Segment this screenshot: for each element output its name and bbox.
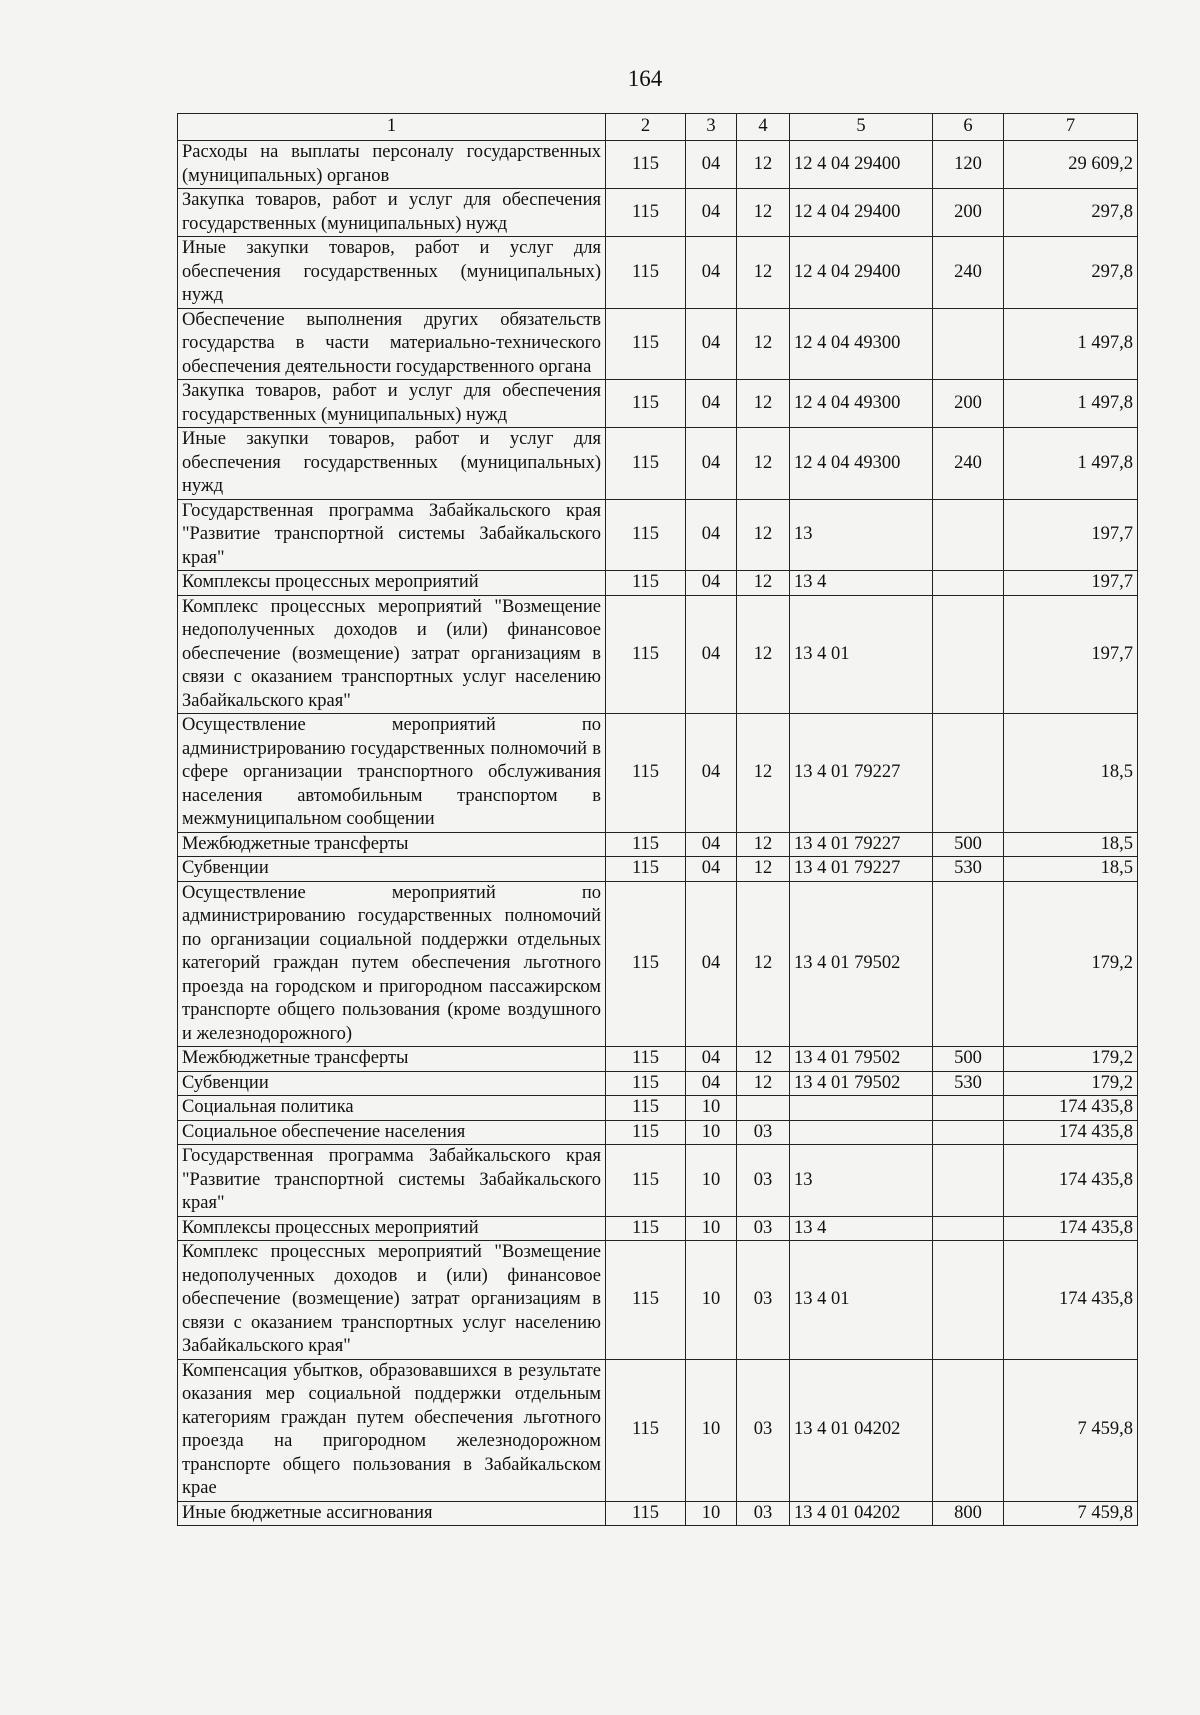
table-row xyxy=(178,881,1138,1047)
cell-subsection: 12 xyxy=(737,141,790,189)
cell-amount: 1 497,8 xyxy=(1004,428,1138,500)
cell-expense-type xyxy=(933,1120,1004,1145)
cell-expense-type: 120 xyxy=(933,141,1004,189)
cell-name: Компенсация убытков, образовавшихся в результате оказания мер социальной поддержки отдельным категориям граждан путем обеспечения льготного проезда на пригородном железнодорожном транспорте общего пользования в Забайкальском крае xyxy=(178,1359,606,1501)
cell-target-article: 13 4 01 79502 xyxy=(790,1071,933,1096)
cell-target-article: 13 4 01 79227 xyxy=(790,714,933,833)
table-row xyxy=(178,1120,1138,1145)
page-number: 164 xyxy=(627,66,663,91)
cell-grbs: 115 xyxy=(606,1120,686,1145)
cell-target-article: 13 4 01 xyxy=(790,1241,933,1360)
table-row xyxy=(178,1359,1138,1501)
cell-amount: 1 497,8 xyxy=(1004,308,1138,380)
table-row xyxy=(178,1071,1138,1096)
cell-subsection: 03 xyxy=(737,1216,790,1241)
cell-section: 04 xyxy=(686,499,737,571)
cell-name: Субвенции xyxy=(178,857,606,882)
cell-section: 04 xyxy=(686,308,737,380)
cell-expense-type xyxy=(933,1241,1004,1360)
cell-amount: 174 435,8 xyxy=(1004,1241,1138,1360)
cell-amount: 174 435,8 xyxy=(1004,1216,1138,1241)
cell-target-article: 12 4 04 29400 xyxy=(790,237,933,309)
cell-subsection: 03 xyxy=(737,1241,790,1360)
cell-section: 04 xyxy=(686,595,737,714)
cell-expense-type xyxy=(933,881,1004,1047)
cell-section: 04 xyxy=(686,380,737,428)
table-row xyxy=(178,857,1138,882)
cell-grbs: 115 xyxy=(606,237,686,309)
cell-name: Расходы на выплаты персоналу государственных (муниципальных) органов xyxy=(178,141,606,189)
header-col-3: 3 xyxy=(686,114,737,141)
cell-name: Межбюджетные трансферты xyxy=(178,832,606,857)
cell-amount: 18,5 xyxy=(1004,832,1138,857)
table-row xyxy=(178,1145,1138,1217)
cell-subsection xyxy=(737,1096,790,1121)
cell-target-article: 12 4 04 49300 xyxy=(790,308,933,380)
cell-section: 04 xyxy=(686,571,737,596)
cell-expense-type xyxy=(933,499,1004,571)
cell-section: 04 xyxy=(686,189,737,237)
cell-target-article: 12 4 04 29400 xyxy=(790,189,933,237)
table-row xyxy=(178,571,1138,596)
cell-amount: 7 459,8 xyxy=(1004,1359,1138,1501)
cell-amount: 297,8 xyxy=(1004,237,1138,309)
cell-name: Социальное обеспечение населения xyxy=(178,1120,606,1145)
cell-subsection: 12 xyxy=(737,499,790,571)
cell-section: 10 xyxy=(686,1216,737,1241)
cell-target-article: 13 4 01 79502 xyxy=(790,1047,933,1072)
cell-target-article: 12 4 04 29400 xyxy=(790,141,933,189)
cell-section: 10 xyxy=(686,1359,737,1501)
cell-name: Государственная программа Забайкальского края "Развитие транспортной системы Забайкальского края" xyxy=(178,499,606,571)
cell-grbs: 115 xyxy=(606,1216,686,1241)
cell-grbs: 115 xyxy=(606,141,686,189)
cell-subsection: 12 xyxy=(737,380,790,428)
cell-grbs: 115 xyxy=(606,1047,686,1072)
cell-target-article: 13 4 01 04202 xyxy=(790,1501,933,1526)
table-row xyxy=(178,832,1138,857)
cell-grbs: 115 xyxy=(606,571,686,596)
cell-target-article: 12 4 04 49300 xyxy=(790,380,933,428)
budget-table xyxy=(177,113,1138,1526)
table-row xyxy=(178,1096,1138,1121)
table-row xyxy=(178,1047,1138,1072)
cell-subsection: 03 xyxy=(737,1359,790,1501)
cell-name: Иные закупки товаров, работ и услуг для обеспечения государственных (муниципальных) нужд xyxy=(178,237,606,309)
cell-section: 04 xyxy=(686,1047,737,1072)
table-row xyxy=(178,380,1138,428)
cell-subsection: 12 xyxy=(737,237,790,309)
cell-amount: 1 497,8 xyxy=(1004,380,1138,428)
cell-grbs: 115 xyxy=(606,189,686,237)
header-col-4: 4 xyxy=(737,114,790,141)
table-row xyxy=(178,308,1138,380)
cell-expense-type: 200 xyxy=(933,380,1004,428)
cell-section: 04 xyxy=(686,428,737,500)
cell-subsection: 12 xyxy=(737,595,790,714)
cell-expense-type xyxy=(933,1145,1004,1217)
cell-target-article: 13 4 01 xyxy=(790,595,933,714)
cell-section: 04 xyxy=(686,714,737,833)
table-row xyxy=(178,595,1138,714)
cell-expense-type: 200 xyxy=(933,189,1004,237)
cell-amount: 297,8 xyxy=(1004,189,1138,237)
cell-subsection: 03 xyxy=(737,1145,790,1217)
cell-amount: 18,5 xyxy=(1004,857,1138,882)
cell-name: Осуществление мероприятий по администрированию государственных полномочий по организации социальной поддержки отдельных категорий граждан путем обеспечения льготного проезда на городском и пригородном пассажирском транспорте общего пользования (кроме воздушного и железнодорожного) xyxy=(178,881,606,1047)
table-row xyxy=(178,714,1138,833)
cell-expense-type xyxy=(933,1096,1004,1121)
table-row xyxy=(178,1241,1138,1360)
table-row xyxy=(178,237,1138,309)
cell-target-article: 13 xyxy=(790,499,933,571)
cell-expense-type: 500 xyxy=(933,1047,1004,1072)
cell-subsection: 12 xyxy=(737,308,790,380)
header-col-6: 6 xyxy=(933,114,1004,141)
table-row xyxy=(178,499,1138,571)
cell-grbs: 115 xyxy=(606,499,686,571)
cell-expense-type xyxy=(933,714,1004,833)
table-row xyxy=(178,428,1138,500)
header-col-1: 1 xyxy=(178,114,606,141)
cell-amount: 29 609,2 xyxy=(1004,141,1138,189)
cell-subsection: 12 xyxy=(737,189,790,237)
cell-section: 10 xyxy=(686,1096,737,1121)
cell-subsection: 12 xyxy=(737,857,790,882)
cell-target-article: 13 4 xyxy=(790,571,933,596)
cell-name: Межбюджетные трансферты xyxy=(178,1047,606,1072)
cell-grbs: 115 xyxy=(606,595,686,714)
cell-grbs: 115 xyxy=(606,1071,686,1096)
cell-subsection: 12 xyxy=(737,428,790,500)
cell-grbs: 115 xyxy=(606,1359,686,1501)
cell-expense-type xyxy=(933,308,1004,380)
table-body xyxy=(178,141,1138,1526)
table-row xyxy=(178,1216,1138,1241)
cell-name: Закупка товаров, работ и услуг для обеспечения государственных (муниципальных) нужд xyxy=(178,380,606,428)
cell-target-article: 13 xyxy=(790,1145,933,1217)
cell-expense-type xyxy=(933,1359,1004,1501)
cell-expense-type: 240 xyxy=(933,237,1004,309)
table-row xyxy=(178,189,1138,237)
header-col-5: 5 xyxy=(790,114,933,141)
cell-expense-type: 530 xyxy=(933,857,1004,882)
cell-subsection: 12 xyxy=(737,1071,790,1096)
table-row xyxy=(178,1501,1138,1526)
cell-name: Иные закупки товаров, работ и услуг для обеспечения государственных (муниципальных) нужд xyxy=(178,428,606,500)
cell-grbs: 115 xyxy=(606,380,686,428)
cell-expense-type xyxy=(933,571,1004,596)
cell-expense-type xyxy=(933,595,1004,714)
cell-section: 04 xyxy=(686,832,737,857)
cell-grbs: 115 xyxy=(606,1501,686,1526)
cell-name: Социальная политика xyxy=(178,1096,606,1121)
header-col-2: 2 xyxy=(606,114,686,141)
cell-target-article: 13 4 xyxy=(790,1216,933,1241)
table-header-row xyxy=(178,114,1138,141)
cell-name: Субвенции xyxy=(178,1071,606,1096)
cell-name: Комплекс процессных мероприятий "Возмещение недополученных доходов и (или) финансовое обеспечение (возмещение) затрат организациям в связи с оказанием транспортных услуг населению Забайкальского края" xyxy=(178,1241,606,1360)
cell-target-article: 13 4 01 79227 xyxy=(790,832,933,857)
cell-expense-type: 240 xyxy=(933,428,1004,500)
cell-name: Иные бюджетные ассигнования xyxy=(178,1501,606,1526)
cell-subsection: 12 xyxy=(737,832,790,857)
cell-section: 10 xyxy=(686,1120,737,1145)
cell-grbs: 115 xyxy=(606,857,686,882)
cell-expense-type xyxy=(933,1216,1004,1241)
cell-amount: 174 435,8 xyxy=(1004,1145,1138,1217)
header-col-7: 7 xyxy=(1004,114,1138,141)
cell-target-article: 13 4 01 04202 xyxy=(790,1359,933,1501)
cell-subsection: 03 xyxy=(737,1120,790,1145)
cell-subsection: 12 xyxy=(737,1047,790,1072)
cell-grbs: 115 xyxy=(606,428,686,500)
cell-section: 04 xyxy=(686,857,737,882)
cell-amount: 179,2 xyxy=(1004,1047,1138,1072)
cell-grbs: 115 xyxy=(606,881,686,1047)
cell-name: Обеспечение выполнения других обязательств государства в части материально-технического обеспечения деятельности государственного органа xyxy=(178,308,606,380)
cell-expense-type: 800 xyxy=(933,1501,1004,1526)
cell-amount: 179,2 xyxy=(1004,881,1138,1047)
cell-grbs: 115 xyxy=(606,832,686,857)
cell-section: 10 xyxy=(686,1145,737,1217)
cell-target-article: 13 4 01 79227 xyxy=(790,857,933,882)
cell-grbs: 115 xyxy=(606,1241,686,1360)
cell-amount: 197,7 xyxy=(1004,595,1138,714)
cell-expense-type: 500 xyxy=(933,832,1004,857)
cell-amount: 174 435,8 xyxy=(1004,1120,1138,1145)
cell-amount: 18,5 xyxy=(1004,714,1138,833)
cell-section: 04 xyxy=(686,1071,737,1096)
cell-grbs: 115 xyxy=(606,1145,686,1217)
cell-grbs: 115 xyxy=(606,714,686,833)
cell-amount: 7 459,8 xyxy=(1004,1501,1138,1526)
cell-section: 04 xyxy=(686,237,737,309)
cell-target-article xyxy=(790,1096,933,1121)
cell-amount: 179,2 xyxy=(1004,1071,1138,1096)
cell-grbs: 115 xyxy=(606,308,686,380)
cell-section: 10 xyxy=(686,1501,737,1526)
cell-target-article: 12 4 04 49300 xyxy=(790,428,933,500)
cell-amount: 197,7 xyxy=(1004,571,1138,596)
cell-section: 04 xyxy=(686,141,737,189)
cell-name: Комплекс процессных мероприятий "Возмещение недополученных доходов и (или) финансовое обеспечение (возмещение) затрат организациям в связи с оказанием транспортных услуг населению Забайкальского края" xyxy=(178,595,606,714)
cell-section: 10 xyxy=(686,1241,737,1360)
cell-subsection: 12 xyxy=(737,714,790,833)
cell-subsection: 12 xyxy=(737,571,790,596)
cell-target-article: 13 4 01 79502 xyxy=(790,881,933,1047)
cell-target-article xyxy=(790,1120,933,1145)
cell-name: Осуществление мероприятий по администрированию государственных полномочий в сфере организации транспортного обслуживания населения автомобильным транспортом в межмуниципальном сообщении xyxy=(178,714,606,833)
cell-grbs: 115 xyxy=(606,1096,686,1121)
cell-section: 04 xyxy=(686,881,737,1047)
cell-subsection: 03 xyxy=(737,1501,790,1526)
cell-name: Государственная программа Забайкальского края "Развитие транспортной системы Забайкальского края" xyxy=(178,1145,606,1217)
cell-name: Комплексы процессных мероприятий xyxy=(178,1216,606,1241)
cell-subsection: 12 xyxy=(737,881,790,1047)
cell-amount: 197,7 xyxy=(1004,499,1138,571)
cell-expense-type: 530 xyxy=(933,1071,1004,1096)
cell-name: Закупка товаров, работ и услуг для обеспечения государственных (муниципальных) нужд xyxy=(178,189,606,237)
table-row xyxy=(178,141,1138,189)
cell-name: Комплексы процессных мероприятий xyxy=(178,571,606,596)
cell-amount: 174 435,8 xyxy=(1004,1096,1138,1121)
